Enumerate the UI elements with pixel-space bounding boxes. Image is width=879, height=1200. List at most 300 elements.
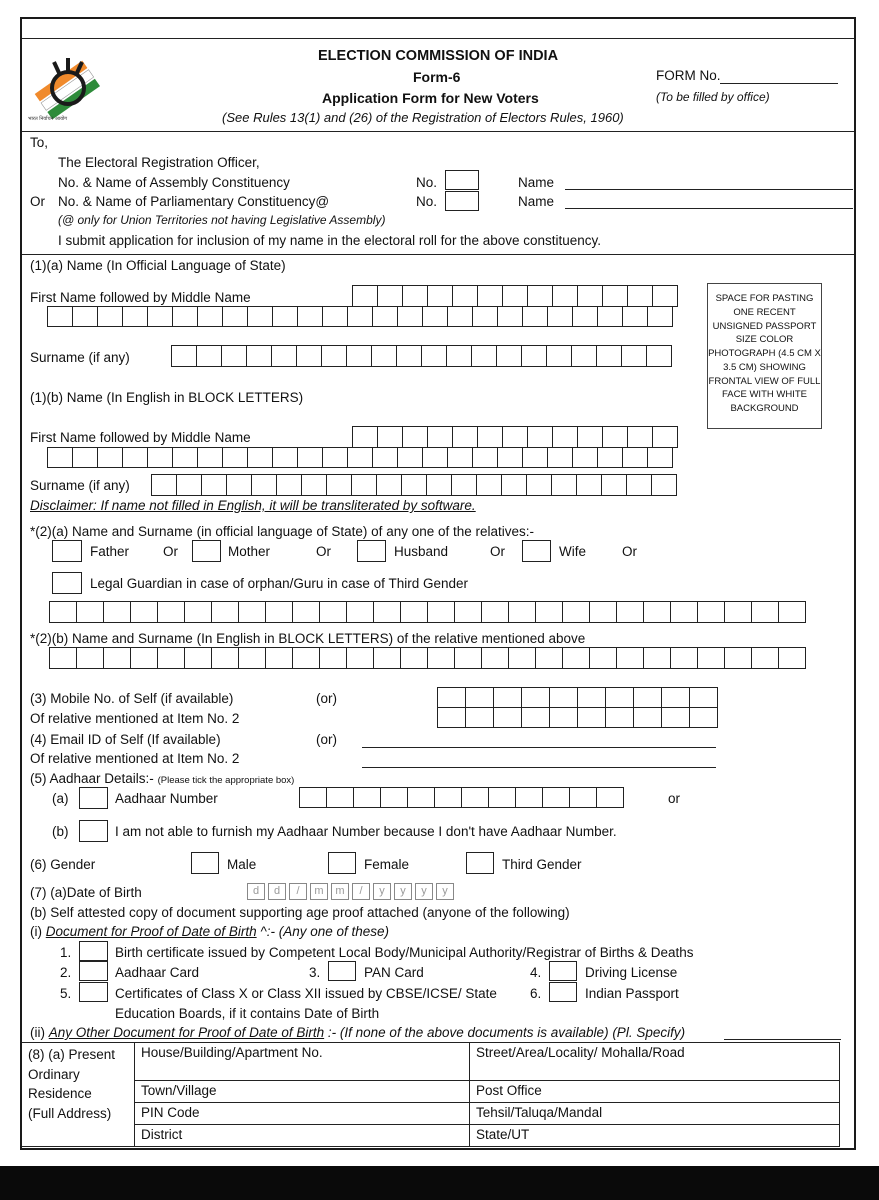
char-cell[interactable]: [422, 447, 448, 468]
char-cell[interactable]: [380, 787, 408, 808]
s1a-title: (1)(a) Name (In Official Language of State): [30, 258, 286, 273]
char-cell[interactable]: [616, 601, 644, 623]
char-cell[interactable]: [221, 345, 247, 367]
char-cell[interactable]: [508, 647, 536, 669]
char-cell[interactable]: [465, 687, 494, 708]
char-cell[interactable]: [47, 306, 73, 327]
char-cell[interactable]: [633, 707, 662, 728]
char-cell[interactable]: [552, 426, 578, 448]
char-cell[interactable]: [689, 687, 718, 708]
pc-name-field[interactable]: [565, 208, 853, 209]
char-cell[interactable]: [319, 601, 347, 623]
char-cell[interactable]: [49, 601, 77, 623]
char-cell[interactable]: [171, 345, 197, 367]
char-cell[interactable]: [508, 601, 536, 623]
char-cell[interactable]: [778, 647, 806, 669]
char-cell[interactable]: [652, 285, 678, 307]
district-cell[interactable]: [135, 1125, 470, 1147]
char-cell[interactable]: [377, 285, 403, 307]
aadhaar-number-grid[interactable]: [299, 787, 623, 808]
char-cell[interactable]: [292, 647, 320, 669]
town-cell[interactable]: [135, 1081, 470, 1103]
char-cell[interactable]: [535, 601, 563, 623]
char-cell[interactable]: [652, 426, 678, 448]
char-cell[interactable]: [493, 687, 522, 708]
char-cell[interactable]: [577, 285, 603, 307]
s1a-first-grid-bottom[interactable]: [47, 306, 672, 327]
email-relative-field[interactable]: [362, 767, 716, 768]
char-cell[interactable]: [400, 647, 428, 669]
char-cell[interactable]: [172, 447, 198, 468]
street-label: Street/Area/Locality/ Mohalla/Road: [476, 1045, 685, 1060]
char-cell[interactable]: [49, 647, 77, 669]
or-1: Or: [163, 544, 178, 559]
char-cell[interactable]: [377, 426, 403, 448]
dob-char-cell[interactable]: /: [352, 883, 370, 900]
char-cell[interactable]: [371, 345, 397, 367]
char-cell[interactable]: [488, 787, 516, 808]
char-cell[interactable]: [643, 647, 671, 669]
char-cell[interactable]: [157, 647, 185, 669]
char-cell[interactable]: [130, 647, 158, 669]
char-cell[interactable]: [238, 647, 266, 669]
char-cell[interactable]: [400, 601, 428, 623]
char-cell[interactable]: [661, 707, 690, 728]
char-cell[interactable]: [265, 647, 293, 669]
address-rule: [22, 254, 854, 255]
s1a-surname-grid[interactable]: [171, 345, 671, 367]
char-cell[interactable]: [602, 285, 628, 307]
char-cell[interactable]: [296, 345, 322, 367]
char-cell[interactable]: [421, 345, 447, 367]
char-cell[interactable]: [197, 306, 223, 327]
char-cell[interactable]: [549, 707, 578, 728]
char-cell[interactable]: [522, 447, 548, 468]
char-cell[interactable]: [547, 306, 573, 327]
guardian-checkbox[interactable]: [52, 572, 82, 594]
char-cell[interactable]: [299, 787, 327, 808]
char-cell[interactable]: [326, 474, 352, 496]
char-cell[interactable]: [627, 285, 653, 307]
email-self-field[interactable]: [362, 747, 716, 748]
aadhaar-a-label: (a): [52, 791, 69, 806]
doc5-label-cont: Education Boards, if it contains Date of Birth: [115, 1006, 380, 1021]
char-cell[interactable]: [454, 601, 482, 623]
char-cell[interactable]: [196, 345, 222, 367]
char-cell[interactable]: [621, 345, 647, 367]
tehsil-cell[interactable]: [470, 1103, 840, 1125]
mother-checkbox[interactable]: [192, 540, 221, 562]
char-cell[interactable]: [297, 447, 323, 468]
char-cell[interactable]: [222, 447, 248, 468]
father-checkbox[interactable]: [52, 540, 82, 562]
dob-char-cell[interactable]: y: [394, 883, 412, 900]
char-cell[interactable]: [647, 447, 673, 468]
pc-no-box[interactable]: [445, 191, 479, 211]
s2a-name-grid[interactable]: [49, 601, 805, 623]
char-cell[interactable]: [372, 447, 398, 468]
char-cell[interactable]: [471, 345, 497, 367]
char-cell[interactable]: [527, 285, 553, 307]
char-cell[interactable]: [396, 345, 422, 367]
char-cell[interactable]: [352, 426, 378, 448]
char-cell[interactable]: [481, 647, 509, 669]
char-cell[interactable]: [596, 345, 622, 367]
third-gender-label: Third Gender: [502, 857, 582, 872]
char-cell[interactable]: [542, 787, 570, 808]
char-cell[interactable]: [147, 306, 173, 327]
char-cell[interactable]: [103, 601, 131, 623]
dob-char-cell[interactable]: m: [310, 883, 328, 900]
or-4: Or: [622, 544, 637, 559]
char-cell[interactable]: [322, 447, 348, 468]
doc4-num: 4.: [530, 965, 542, 980]
husband-label: Husband: [394, 544, 449, 559]
char-cell[interactable]: [633, 687, 662, 708]
doc5-num: 5.: [60, 986, 72, 1001]
char-cell[interactable]: [176, 474, 202, 496]
char-cell[interactable]: [197, 447, 223, 468]
char-cell[interactable]: [352, 285, 378, 307]
wife-checkbox[interactable]: [522, 540, 551, 562]
char-cell[interactable]: [401, 474, 427, 496]
char-cell[interactable]: [589, 601, 617, 623]
char-cell[interactable]: [407, 787, 435, 808]
char-cell[interactable]: [515, 787, 543, 808]
state-cell[interactable]: [470, 1125, 840, 1147]
doc6-checkbox[interactable]: [549, 982, 577, 1002]
char-cell[interactable]: [151, 474, 177, 496]
char-cell[interactable]: [76, 601, 104, 623]
s1b-first-grid-top[interactable]: [352, 426, 677, 448]
char-cell[interactable]: [265, 601, 293, 623]
dob-char-cell[interactable]: d: [268, 883, 286, 900]
char-cell[interactable]: [97, 447, 123, 468]
char-cell[interactable]: [697, 647, 725, 669]
char-cell[interactable]: [427, 285, 453, 307]
wife-label: Wife: [559, 544, 586, 559]
house-cell[interactable]: [135, 1043, 470, 1081]
char-cell[interactable]: [272, 447, 298, 468]
char-cell[interactable]: [247, 447, 273, 468]
char-cell[interactable]: [569, 787, 597, 808]
char-cell[interactable]: [246, 345, 272, 367]
char-cell[interactable]: [497, 447, 523, 468]
char-cell[interactable]: [646, 345, 672, 367]
char-cell[interactable]: [546, 345, 572, 367]
char-cell[interactable]: [184, 601, 212, 623]
char-cell[interactable]: [670, 601, 698, 623]
char-cell[interactable]: [130, 601, 158, 623]
char-cell[interactable]: [661, 687, 690, 708]
doc2-label: Aadhaar Card: [115, 965, 200, 980]
char-cell[interactable]: [447, 447, 473, 468]
char-cell[interactable]: [626, 474, 652, 496]
char-cell[interactable]: [322, 306, 348, 327]
char-cell[interactable]: [402, 426, 428, 448]
char-cell[interactable]: [346, 345, 372, 367]
char-cell[interactable]: [521, 345, 547, 367]
char-cell[interactable]: [222, 306, 248, 327]
dob-char-cell[interactable]: /: [289, 883, 307, 900]
char-cell[interactable]: [527, 426, 553, 448]
dob-char-cell[interactable]: m: [331, 883, 349, 900]
char-cell[interactable]: [576, 474, 602, 496]
char-cell[interactable]: [547, 447, 573, 468]
char-cell[interactable]: [452, 285, 478, 307]
char-cell[interactable]: [670, 647, 698, 669]
char-cell[interactable]: [477, 285, 503, 307]
char-cell[interactable]: [622, 447, 648, 468]
char-cell[interactable]: [373, 601, 401, 623]
char-cell[interactable]: [301, 474, 327, 496]
char-cell[interactable]: [451, 474, 477, 496]
char-cell[interactable]: [577, 707, 606, 728]
char-cell[interactable]: [551, 474, 577, 496]
char-cell[interactable]: [292, 601, 320, 623]
doc-proof-heading: Document for Proof of Date of Birth: [45, 924, 257, 939]
char-cell[interactable]: [552, 285, 578, 307]
char-cell[interactable]: [347, 306, 373, 327]
char-cell[interactable]: [724, 647, 752, 669]
char-cell[interactable]: [472, 447, 498, 468]
char-cell[interactable]: [597, 447, 623, 468]
s1a-first-grid-top[interactable]: [352, 285, 677, 307]
char-cell[interactable]: [602, 426, 628, 448]
husband-checkbox[interactable]: [357, 540, 386, 562]
char-cell[interactable]: [562, 647, 590, 669]
char-cell[interactable]: [522, 306, 548, 327]
char-cell[interactable]: [477, 426, 503, 448]
char-cell[interactable]: [496, 345, 522, 367]
char-cell[interactable]: [454, 647, 482, 669]
dob-char-cell[interactable]: y: [415, 883, 433, 900]
char-cell[interactable]: [397, 306, 423, 327]
char-cell[interactable]: [122, 306, 148, 327]
char-cell[interactable]: [351, 474, 377, 496]
char-cell[interactable]: [616, 647, 644, 669]
dob-char-cell[interactable]: d: [247, 883, 265, 900]
char-cell[interactable]: [402, 285, 428, 307]
form-no-field[interactable]: [720, 83, 838, 84]
char-cell[interactable]: [562, 601, 590, 623]
char-cell[interactable]: [526, 474, 552, 496]
char-cell[interactable]: [751, 647, 779, 669]
aadhaar-number-checkbox[interactable]: [79, 787, 108, 809]
aadhaar-note: (Please tick the appropriate box): [157, 775, 295, 786]
state-label: State/UT: [476, 1127, 530, 1142]
char-cell[interactable]: [622, 306, 648, 327]
char-cell[interactable]: [426, 474, 452, 496]
doc-proof-suffix: ^:- (Any one of these): [260, 924, 390, 939]
doc1-checkbox[interactable]: [79, 941, 108, 961]
pin-cell[interactable]: [135, 1103, 470, 1125]
rules-ref: (See Rules 13(1) and (26) of the Registration of Electors Rules, 1960): [222, 110, 624, 125]
char-cell[interactable]: [103, 647, 131, 669]
ac-name-field[interactable]: [565, 189, 853, 190]
logo-text-left: भारत निर्वाचन आयोग: [28, 116, 68, 122]
or-3: Or: [490, 544, 505, 559]
char-cell[interactable]: [76, 647, 104, 669]
mobile-relative-grid[interactable]: [437, 707, 717, 728]
char-cell[interactable]: [97, 306, 123, 327]
char-cell[interactable]: [184, 647, 212, 669]
female-checkbox[interactable]: [328, 852, 356, 874]
street-cell[interactable]: [470, 1043, 840, 1081]
tehsil-label: Tehsil/Taluqa/Mandal: [476, 1105, 603, 1120]
dob-char-cell[interactable]: y: [373, 883, 391, 900]
char-cell[interactable]: [501, 474, 527, 496]
mobile-self-grid[interactable]: [437, 687, 717, 708]
doc3-num: 3.: [309, 965, 321, 980]
char-cell[interactable]: [211, 601, 239, 623]
char-cell[interactable]: [172, 306, 198, 327]
or-2: Or: [316, 544, 331, 559]
char-cell[interactable]: [601, 474, 627, 496]
char-cell[interactable]: [437, 687, 466, 708]
char-cell[interactable]: [521, 707, 550, 728]
char-cell[interactable]: [472, 306, 498, 327]
mother-label: Mother: [228, 544, 271, 559]
char-cell[interactable]: [346, 601, 374, 623]
char-cell[interactable]: [201, 474, 227, 496]
bottom-band: [0, 1166, 879, 1200]
char-cell[interactable]: [724, 601, 752, 623]
ac-no-box[interactable]: [445, 170, 479, 190]
char-cell[interactable]: [647, 306, 673, 327]
gender-title: (6) Gender: [30, 857, 96, 872]
char-cell[interactable]: [226, 474, 252, 496]
char-cell[interactable]: [447, 306, 473, 327]
char-cell[interactable]: [627, 426, 653, 448]
s1b-first-grid-bottom[interactable]: [47, 447, 672, 468]
char-cell[interactable]: [427, 601, 455, 623]
char-cell[interactable]: [605, 707, 634, 728]
char-cell[interactable]: [276, 474, 302, 496]
guardian-label: Legal Guardian in case of orphan/Guru in case of Third Gender: [90, 576, 468, 591]
char-cell[interactable]: [72, 306, 98, 327]
char-cell[interactable]: [493, 707, 522, 728]
third-gender-checkbox[interactable]: [466, 852, 494, 874]
char-cell[interactable]: [571, 345, 597, 367]
post-office-cell[interactable]: [470, 1081, 840, 1103]
father-label: Father: [90, 544, 130, 559]
dob-label: (7) (a)Date of Birth: [30, 885, 142, 900]
char-cell[interactable]: [122, 447, 148, 468]
char-cell[interactable]: [211, 647, 239, 669]
char-cell[interactable]: [157, 601, 185, 623]
house-label: House/Building/Apartment No.: [141, 1045, 323, 1060]
char-cell[interactable]: [72, 447, 98, 468]
char-cell[interactable]: [597, 306, 623, 327]
ac-label: No. & Name of Assembly Constituency: [58, 175, 290, 190]
other-doc-suffix: :- (If none of the above documents is available) (Pl. Specify): [327, 1025, 686, 1040]
char-cell[interactable]: [596, 787, 624, 808]
doc4-checkbox[interactable]: [549, 961, 577, 981]
char-cell[interactable]: [521, 687, 550, 708]
char-cell[interactable]: [251, 474, 277, 496]
char-cell[interactable]: [238, 601, 266, 623]
char-cell[interactable]: [376, 474, 402, 496]
char-cell[interactable]: [47, 447, 73, 468]
char-cell[interactable]: [535, 647, 563, 669]
char-cell[interactable]: [778, 601, 806, 623]
char-cell[interactable]: [373, 647, 401, 669]
char-cell[interactable]: [297, 306, 323, 327]
char-cell[interactable]: [319, 647, 347, 669]
char-cell[interactable]: [434, 787, 462, 808]
char-cell[interactable]: [502, 285, 528, 307]
s2a-title: *(2)(a) Name and Surname (in official language of State) of any one of the relatives:-: [30, 524, 535, 539]
char-cell[interactable]: [397, 447, 423, 468]
male-checkbox[interactable]: [191, 852, 219, 874]
address-table: [22, 1042, 840, 1147]
char-cell[interactable]: [689, 707, 718, 728]
char-cell[interactable]: [353, 787, 381, 808]
pc-label: No. & Name of Parliamentary Constituency@: [58, 194, 330, 209]
char-cell[interactable]: [751, 601, 779, 623]
char-cell[interactable]: [147, 447, 173, 468]
char-cell[interactable]: [577, 687, 606, 708]
doc3-checkbox[interactable]: [328, 961, 356, 981]
char-cell[interactable]: [452, 426, 478, 448]
char-cell[interactable]: [589, 647, 617, 669]
char-cell[interactable]: [643, 601, 671, 623]
char-cell[interactable]: [347, 447, 373, 468]
char-cell[interactable]: [577, 426, 603, 448]
char-cell[interactable]: [697, 601, 725, 623]
org-name: ELECTION COMMISSION OF INDIA: [318, 48, 559, 64]
s1b-first-label: First Name followed by Middle Name: [30, 430, 251, 445]
char-cell[interactable]: [476, 474, 502, 496]
char-cell[interactable]: [272, 306, 298, 327]
char-cell[interactable]: [427, 647, 455, 669]
char-cell[interactable]: [372, 306, 398, 327]
dob-char-cell[interactable]: y: [436, 883, 454, 900]
char-cell[interactable]: [651, 474, 677, 496]
char-cell[interactable]: [427, 426, 453, 448]
char-cell[interactable]: [549, 687, 578, 708]
char-cell[interactable]: [572, 306, 598, 327]
char-cell[interactable]: [326, 787, 354, 808]
char-cell[interactable]: [465, 707, 494, 728]
char-cell[interactable]: [502, 426, 528, 448]
dob-input[interactable]: [247, 883, 457, 900]
char-cell[interactable]: [271, 345, 297, 367]
s1b-surname-grid[interactable]: [151, 474, 676, 496]
residence-label-3: Residence: [28, 1086, 92, 1102]
char-cell[interactable]: [572, 447, 598, 468]
s2b-name-grid[interactable]: [49, 647, 805, 669]
char-cell[interactable]: [481, 601, 509, 623]
char-cell[interactable]: [346, 647, 374, 669]
residence-label-1: (8) (a) Present: [28, 1047, 116, 1062]
header-rule: [22, 131, 854, 132]
char-cell[interactable]: [497, 306, 523, 327]
char-cell[interactable]: [461, 787, 489, 808]
doc2-checkbox[interactable]: [79, 961, 108, 981]
char-cell[interactable]: [422, 306, 448, 327]
mobile-or: (or): [316, 691, 337, 706]
char-cell[interactable]: [605, 687, 634, 708]
char-cell[interactable]: [321, 345, 347, 367]
other-doc-field[interactable]: [724, 1039, 841, 1040]
char-cell[interactable]: [437, 707, 466, 728]
char-cell[interactable]: [247, 306, 273, 327]
no-aadhaar-checkbox[interactable]: [79, 820, 108, 842]
char-cell[interactable]: [446, 345, 472, 367]
doc5-checkbox[interactable]: [79, 982, 108, 1002]
